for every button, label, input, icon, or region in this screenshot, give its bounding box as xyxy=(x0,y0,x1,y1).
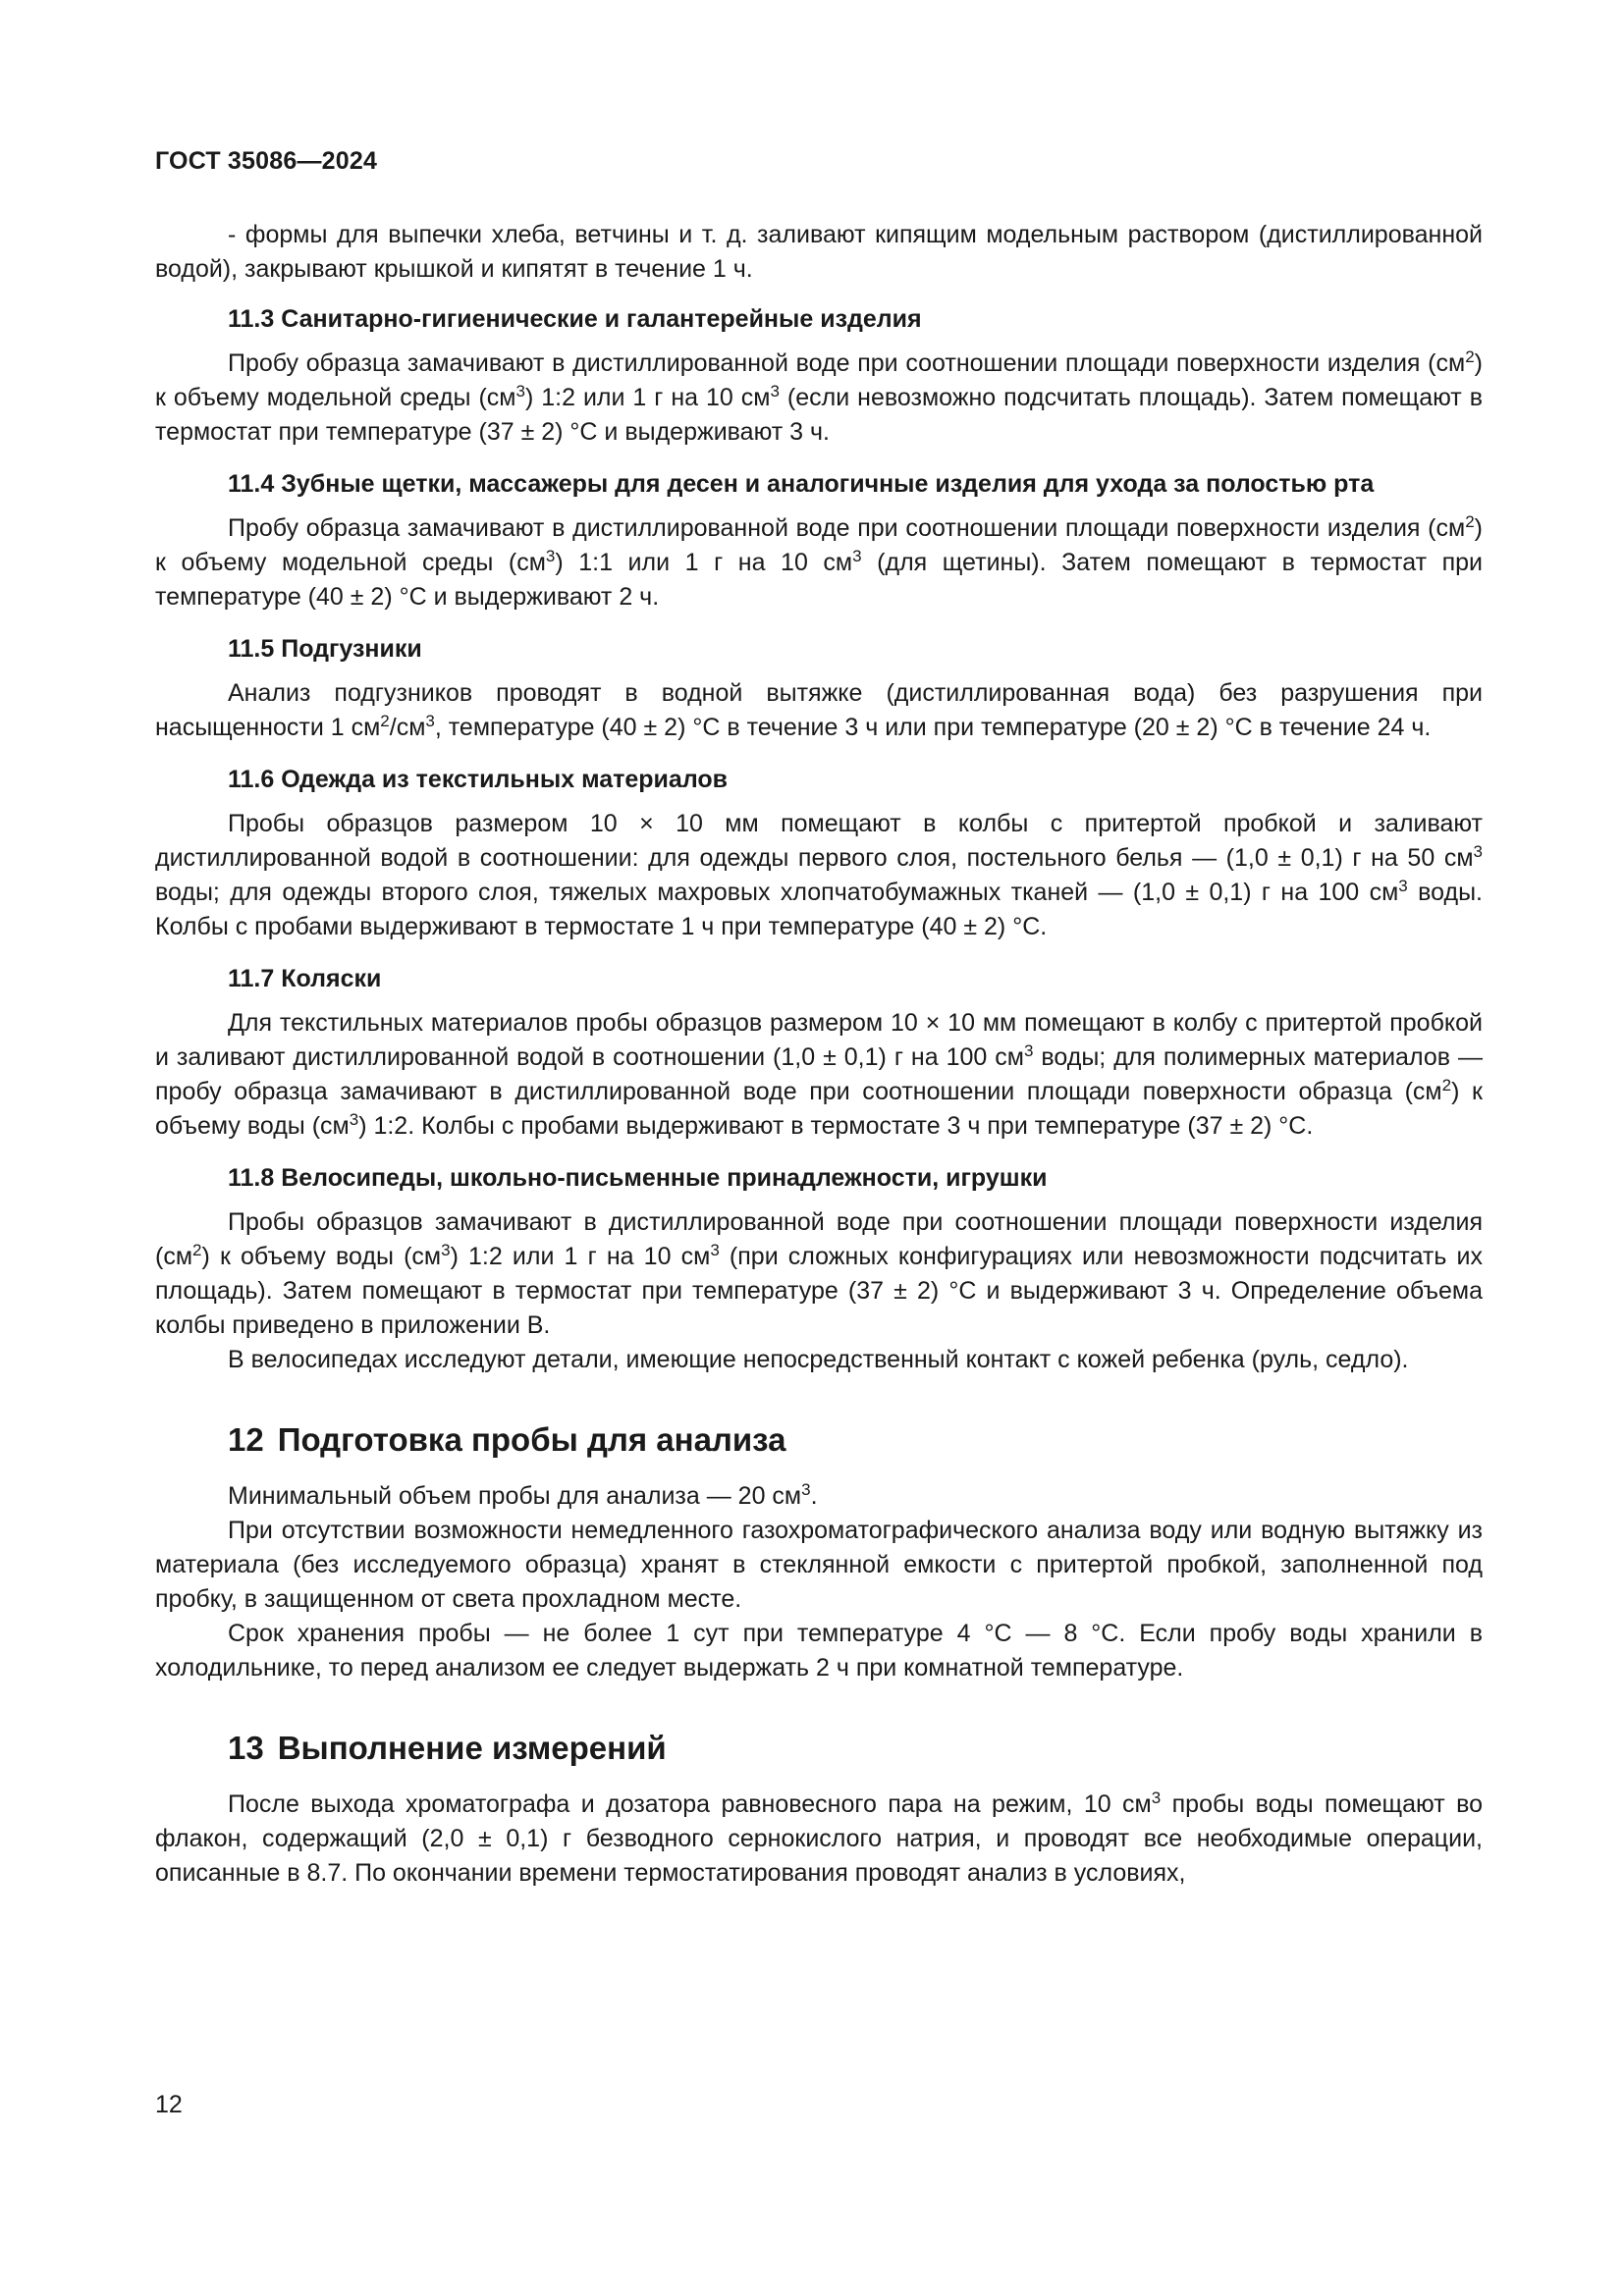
page-content xyxy=(155,218,1483,1891)
text-fragment: воды; для полимерных материалов — пробу образца замачивают в дистиллированной воде при соотношении площади поверхности образца (см xyxy=(155,1043,1483,1105)
text-fragment: ) 1:1 или 1 г на 10 см xyxy=(555,549,853,576)
superscript: 2 xyxy=(1441,1076,1452,1095)
chapter-12-paragraph-2: При отсутствии возможности немедленного газохроматографического анализа воду или водную вытяжку из материала (без исследуемого образца) хранят в стеклянной емкости с притертой пробкой, заполненной под пробку, в защищенном от света прохладном месте. xyxy=(155,1517,1483,1613)
chapter-12-title: Подготовка пробы для анализа xyxy=(277,1421,786,1458)
text-fragment: ) 1:2 или 1 г на 10 см xyxy=(450,1243,711,1270)
superscript: 3 xyxy=(1473,842,1483,861)
superscript: 3 xyxy=(770,382,780,400)
text-fragment: (для щетины). Затем помещают в термостат при температуре (40 ± 2) °С и выдерживают 2 ч. xyxy=(155,549,1483,611)
text-fragment: ) к объему модельной среды (см xyxy=(155,349,1483,411)
superscript: 3 xyxy=(425,712,435,730)
document-code-header: ГОСТ 35086—2024 xyxy=(155,147,378,175)
section-11-8-heading: 11.8 Велосипеды, школьно-письменные принадлежности, игрушки xyxy=(228,1164,1048,1192)
superscript: 2 xyxy=(380,712,390,730)
section-11-7-paragraph xyxy=(155,1006,1483,1144)
text-fragment: После выхода хроматографа и дозатора равновесного пара на режим, 10 см xyxy=(228,1790,1152,1818)
superscript: 3 xyxy=(801,1480,811,1499)
text-fragment: Минимальный объем пробы для анализа — 20 см xyxy=(228,1482,802,1510)
section-11-3-paragraph xyxy=(155,347,1483,450)
superscript: 3 xyxy=(852,547,862,565)
chapter-12-number: 12 xyxy=(228,1421,264,1458)
superscript: 3 xyxy=(441,1241,451,1259)
text-fragment: Анализ подгузников проводят в водной вытяжке (дистиллированная вода) без разрушения при насыщенности 1 см xyxy=(155,679,1483,741)
chapter-13-number: 13 xyxy=(228,1730,264,1766)
chapter-13-heading xyxy=(228,1727,1483,1770)
text-fragment: воды; для одежды второго слоя, тяжелых махровых хлопчатобумажных тканей — (1,0 ± 0,1) г на 100 см xyxy=(155,879,1399,906)
chapter-12-paragraph-3: Срок хранения пробы — не более 1 сут при температуре 4 °С — 8 °С. Если пробу воды хранили в холодильнике, то перед анализом ее следует выдержать 2 ч при комнатной температуре. xyxy=(155,1620,1483,1682)
text-fragment: . xyxy=(810,1482,818,1510)
text-fragment: (если невозможно подсчитать площадь). Затем помещают в термостат при температуре (37 ± 2) °С и выдерживают 3 ч. xyxy=(155,384,1483,446)
section-11-5-heading: 11.5 Подгузники xyxy=(228,635,422,663)
chapter-13-title: Выполнение измерений xyxy=(277,1730,667,1766)
section-11-5-paragraph xyxy=(155,676,1483,745)
text-fragment: ) 1:2. Колбы с пробами выдерживают в термостате 3 ч при температуре (37 ± 2) °С. xyxy=(358,1112,1314,1140)
chapter-12-heading xyxy=(228,1418,1483,1462)
section-11-7-heading: 11.7 Коляски xyxy=(228,965,382,992)
text-fragment: Пробы образцов замачивают в дистиллированной воде при соотношении площади поверхности изделия (см xyxy=(155,1208,1483,1270)
intro-paragraph: - формы для выпечки хлеба, ветчины и т. д. заливают кипящим модельным раствором (дистиллированной водой), закрывают крышкой и кипятят в течение 1 ч. xyxy=(155,221,1483,283)
text-fragment: пробы воды помещают во флакон, содержащий (2,0 ± 0,1) г безводного сернокислого натрия, и проводят все необходимые операции, описанные в 8.7. По окончании времени термостатирования проводят анализ в условиях, xyxy=(155,1790,1483,1887)
text-fragment: Пробы образцов размером 10 × 10 мм помещают в колбы с притертой пробкой и заливают дистиллированной водой в соотношении: для одежды первого слоя, постельного белья — (1,0 ± 0,1) г на 50 см xyxy=(155,810,1483,872)
section-11-6-paragraph xyxy=(155,807,1483,944)
superscript: 3 xyxy=(349,1110,359,1129)
superscript: 3 xyxy=(1023,1041,1034,1060)
section-11-6-heading: 11.6 Одежда из текстильных материалов xyxy=(228,766,729,793)
section-11-8-paragraph-2: В велосипедах исследуют детали, имеющие непосредственный контакт с кожей ребенка (руль, седло). xyxy=(228,1346,1409,1373)
superscript: 3 xyxy=(515,382,525,400)
text-fragment: Пробу образца замачивают в дистиллированной воде при соотношении площади поверхности изделия (см xyxy=(228,349,1466,377)
text-fragment: (при сложных конфигурациях или невозможности подсчитать их площадь). Затем помещают в термостат при температуре (37 ± 2) °С и выдерживают 3 ч. Определение объема колбы приведено в приложении В. xyxy=(155,1243,1483,1339)
superscript: 3 xyxy=(1398,877,1408,895)
superscript: 3 xyxy=(710,1241,720,1259)
section-11-4-heading: 11.4 Зубные щетки, массажеры для десен и аналогичные изделия для ухода за полостью рта xyxy=(228,470,1375,498)
text-fragment: /см xyxy=(389,714,426,741)
superscript: 3 xyxy=(1151,1789,1162,1807)
superscript: 2 xyxy=(192,1241,202,1259)
text-fragment: ) 1:2 или 1 г на 10 см xyxy=(524,384,771,411)
text-fragment: ) к объему модельной среды (см xyxy=(155,514,1483,576)
text-fragment: воды. Колбы с пробами выдерживают в термостате 1 ч при температуре (40 ± 2) °С. xyxy=(155,879,1484,940)
text-fragment: , температуре (40 ± 2) °С в течение 3 ч или при температуре (20 ± 2) °С в течение 24 ч. xyxy=(434,714,1432,741)
section-11-4-paragraph xyxy=(155,511,1483,614)
superscript: 2 xyxy=(1465,512,1475,531)
chapter-13-paragraph-1 xyxy=(155,1788,1483,1891)
section-11-3-heading: 11.3 Санитарно-гигиенические и галантерейные изделия xyxy=(228,305,922,333)
superscript: 3 xyxy=(545,547,556,565)
text-fragment: ) к объему воды (см xyxy=(201,1243,442,1270)
superscript: 2 xyxy=(1465,347,1475,366)
section-11-8-paragraph xyxy=(155,1205,1483,1343)
text-fragment: Пробу образца замачивают в дистиллированной воде при соотношении площади поверхности изделия (см xyxy=(228,514,1466,542)
text-fragment: ) к объему воды (см xyxy=(155,1078,1483,1140)
page-number: 12 xyxy=(155,2091,183,2118)
chapter-12-paragraph-1 xyxy=(155,1479,1483,1514)
text-fragment: Для текстильных материалов пробы образцов размером 10 × 10 мм помещают в колбу с притертой пробкой и заливают дистиллированной водой в соотношении (1,0 ± 0,1) г на 100 см xyxy=(155,1009,1483,1071)
